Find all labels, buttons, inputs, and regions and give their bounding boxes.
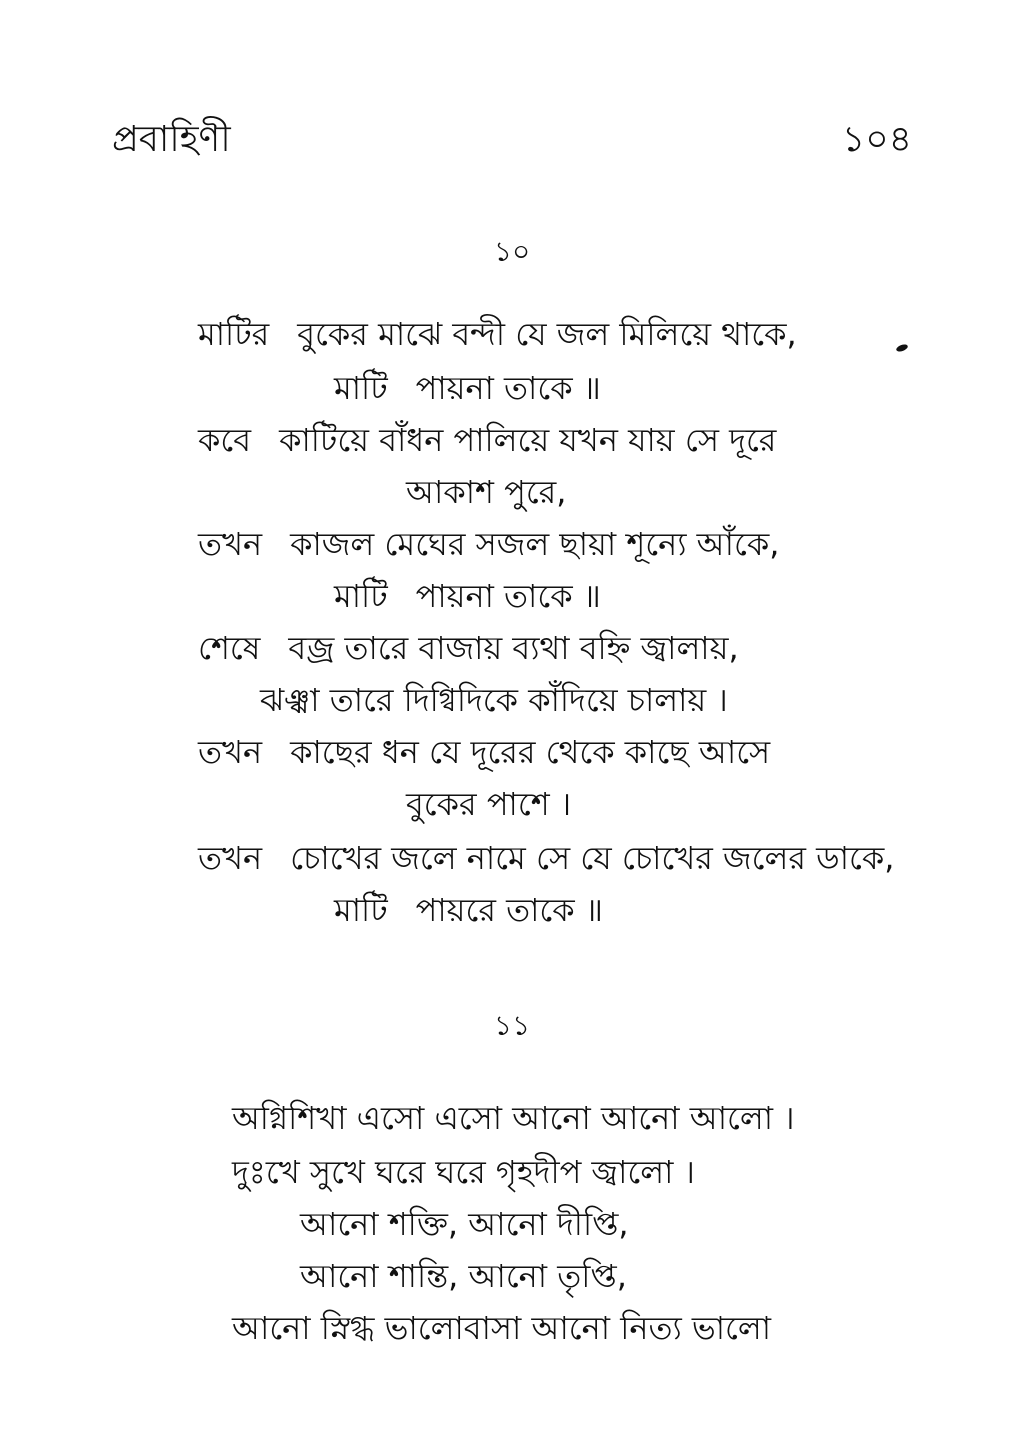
verse-text: কাছের ধন যে দূরের থেকে কাছে আসে bbox=[290, 733, 771, 771]
verse-text: চোখের জলে নামে সে যে চোখের জলের ডাকে, bbox=[290, 839, 895, 877]
running-title: প্রবাহিণী bbox=[112, 119, 231, 160]
song-number-10: ১০ bbox=[493, 235, 531, 268]
verse-line bbox=[334, 891, 603, 929]
verse-line bbox=[260, 681, 728, 719]
verse-line bbox=[300, 1257, 627, 1295]
verse-text: বুকের মাঝে বন্দী যে জল মিলিয়ে থাকে, bbox=[297, 315, 797, 353]
verse-line bbox=[406, 785, 572, 823]
verse-lead: তখন bbox=[198, 733, 263, 771]
verse-text: বজ্র তারে বাজায় ব্যথা বহ্নি জ্বালায়, bbox=[288, 629, 739, 667]
verse-line bbox=[198, 525, 780, 563]
verse-lead: মাটি bbox=[334, 577, 388, 615]
verse-lead: তখন bbox=[198, 525, 263, 563]
verse-line bbox=[300, 1205, 629, 1243]
verse-lead: মাটি bbox=[334, 369, 388, 407]
verse-line bbox=[198, 733, 771, 771]
verse-text: কাজল মেঘের সজল ছায়া শূন্যে আঁকে, bbox=[290, 525, 780, 563]
verse-text: আকাশ পুরে, bbox=[406, 473, 567, 511]
verse-text: আনো স্নিগ্ধ ভালোবাসা আনো নিত্য ভালো bbox=[232, 1309, 772, 1347]
page-number: ১০৪ bbox=[841, 119, 912, 160]
verse-line bbox=[232, 1309, 772, 1347]
verse-text: অগ্নিশিখা এসো এসো আনো আনো আলো । bbox=[232, 1099, 795, 1137]
verse-text: পায়না তাকে ॥ bbox=[415, 369, 601, 407]
verse-line bbox=[334, 577, 601, 615]
verse-text: পায়রে তাকে ॥ bbox=[415, 891, 603, 929]
verse-text: পায়না তাকে ॥ bbox=[415, 577, 601, 615]
verse-lead: মাটি bbox=[334, 891, 388, 929]
verse-text: আনো শান্তি, আনো তৃপ্তি, bbox=[300, 1257, 627, 1295]
ink-mark bbox=[895, 343, 908, 353]
song-number-11: ১১ bbox=[493, 1009, 531, 1042]
verse-lead: মাটির bbox=[198, 315, 270, 353]
verse-lead: শেষে bbox=[198, 629, 261, 667]
verse-line bbox=[198, 629, 739, 667]
verse-text: বুকের পাশে । bbox=[406, 785, 572, 823]
verse-line bbox=[406, 473, 567, 511]
verse-text: আনো শক্তি, আনো দীপ্তি, bbox=[300, 1205, 629, 1243]
verse-text: কাটিয়ে বাঁধন পালিয়ে যখন যায় সে দূরে bbox=[279, 421, 777, 459]
verse-line bbox=[232, 1099, 795, 1137]
verse-lead: কবে bbox=[198, 421, 252, 459]
verse-line bbox=[198, 839, 895, 877]
verse-text: দুঃখে সুখে ঘরে ঘরে গৃহদীপ জ্বালো । bbox=[232, 1153, 695, 1191]
verse-line bbox=[198, 315, 797, 353]
verse-line bbox=[334, 369, 601, 407]
verse-line bbox=[232, 1153, 695, 1191]
verse-lead: তখন bbox=[198, 839, 263, 877]
verse-text: ঝঞ্ঝা তারে দিগ্বিদিকে কাঁদিয়ে চালায় । bbox=[260, 681, 728, 719]
verse-line bbox=[198, 421, 777, 459]
